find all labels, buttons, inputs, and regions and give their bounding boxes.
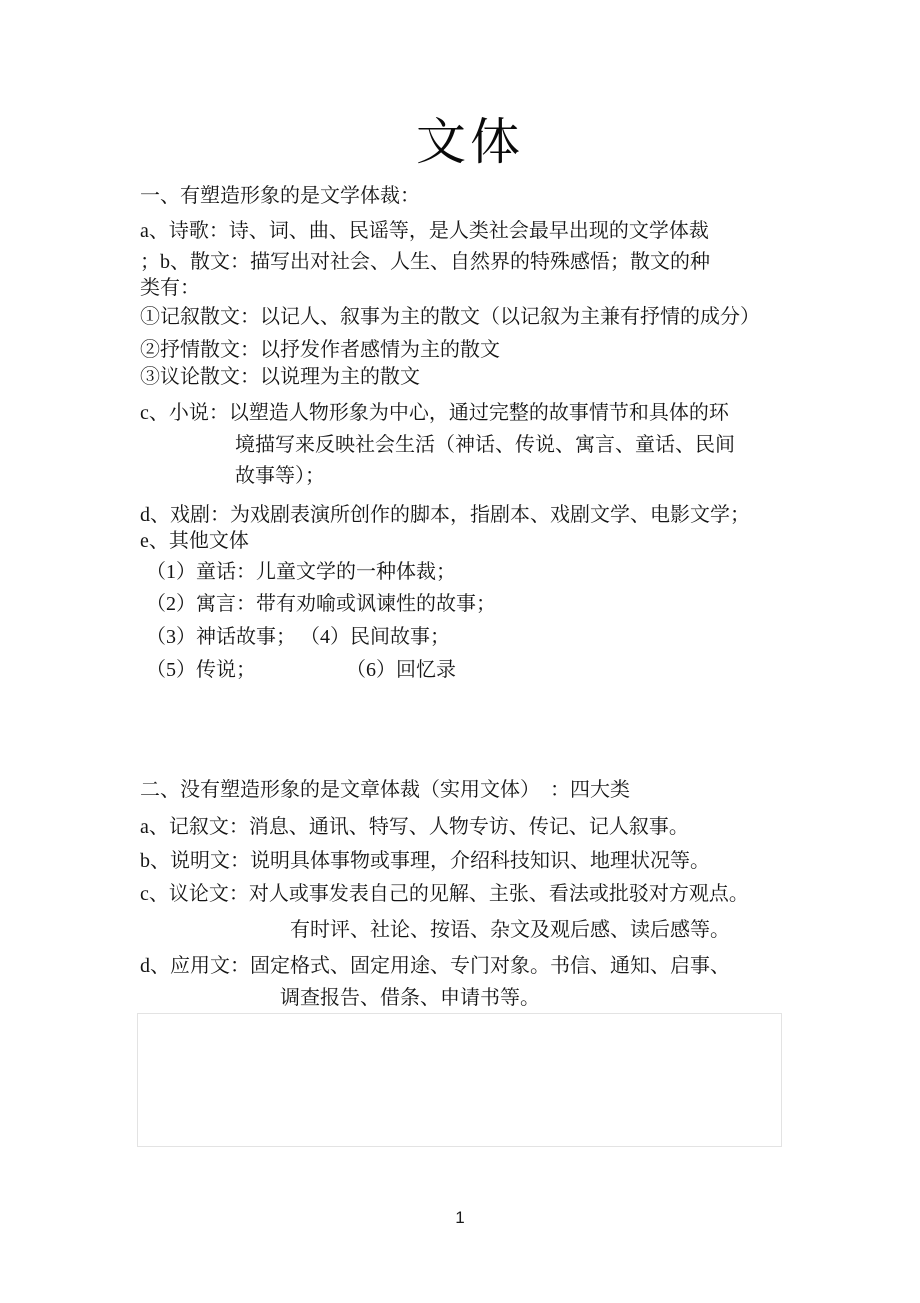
other-item-3a: （3）神话故事； [146, 626, 296, 648]
line-prose-1: ；b、散文：描写出对社会、人生、自然界的特殊感悟；散文的种 [140, 251, 710, 273]
section2-heading: 二、没有塑造形象的是文章体裁（实用文体） ：四大类 [140, 779, 630, 801]
other-item-4a: （5）传说； [146, 659, 256, 681]
line-novel-2: 境描写来反映社会生活（神话、传说、寓言、童话、民间 [235, 434, 735, 456]
line-argument-2: 有时评、社论、按语、杂文及观后感、读后感等。 [290, 919, 730, 941]
line-drama: d、戏剧：为戏剧表演所创作的脚本，指剧本、戏剧文学、电影文学； [140, 504, 750, 526]
line-argument-1: c、议论文：对人或事发表自己的见解、主张、看法或批驳对方观点。 [140, 883, 749, 905]
line-narrative: a、记叙文：消息、通讯、特写、人物专访、传记、记人叙事。 [140, 816, 689, 838]
line-prose-2: 类有： [140, 277, 200, 299]
document-body [140, 0, 800, 1011]
section1-heading: 一、有塑造形象的是文学体裁： [140, 185, 420, 207]
line-novel-3: 故事等）； [235, 465, 325, 487]
line-other-heading: e、其他文体 [140, 530, 249, 552]
empty-text-frame [137, 1013, 782, 1147]
line-novel-1: c、小说：以塑造人物形象为中心，通过完整的故事情节和具体的环 [140, 402, 729, 424]
other-item-4b: （6）回忆录 [356, 659, 456, 681]
line-other-item-3 [140, 624, 800, 650]
line-practical-2: 调查报告、借条、申请书等。 [280, 987, 540, 1009]
page-title: 文体 [416, 114, 524, 170]
line-other-item-4 [140, 657, 800, 683]
other-item-3b: （4）民间故事； [310, 626, 450, 648]
line-prose-item-2: ②抒情散文：以抒发作者感情为主的散文 [140, 339, 500, 361]
line-practical-1: d、应用文：固定格式、固定用途、专门对象。书信、通知、启事、 [140, 955, 730, 977]
line-other-item-1: （1）童话：儿童文学的一种体裁； [146, 561, 456, 583]
line-expository: b、说明文：说明具体事物或事理，介绍科技知识、地理状况等。 [140, 850, 710, 872]
line-prose-item-1: ①记叙散文：以记人、叙事为主的散文（以记叙为主兼有抒情的成分） [140, 306, 760, 328]
line-other-item-2: （2）寓言：带有劝喻或讽谏性的故事； [146, 593, 496, 615]
page-number: 1 [455, 1208, 465, 1227]
line-prose-item-3: ③议论散文：以说理为主的散文 [140, 366, 420, 388]
line-poetry: a、诗歌：诗、词、曲、民谣等，是人类社会最早出现的文学体裁 [140, 220, 709, 242]
